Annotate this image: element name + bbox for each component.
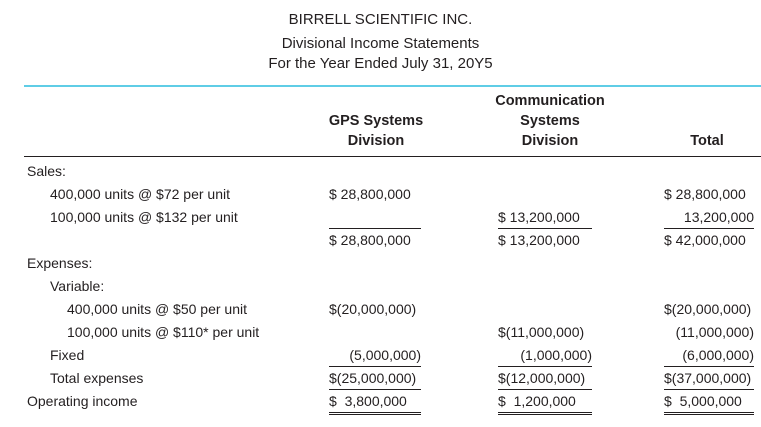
variable-heading-row xyxy=(0,275,761,297)
expenses-heading-row xyxy=(0,252,761,274)
row-label: 100,000 units @ $132 per unit xyxy=(50,209,238,225)
comm-header-line2: Systems xyxy=(520,113,580,129)
comm-amount: $ 1,200,000 xyxy=(498,393,576,409)
gps-header-line2: Division xyxy=(347,133,405,149)
row-label: Variable: xyxy=(50,278,105,294)
row-label: Total expenses xyxy=(50,370,144,386)
comm-amount: $(12,000,000) xyxy=(498,370,586,386)
row-label: 100,000 units @ $110* per unit xyxy=(67,324,260,340)
comm-amount: $(11,000,000) xyxy=(498,324,585,340)
row-label: Expenses: xyxy=(27,255,93,271)
row-label: Sales: xyxy=(27,163,66,179)
gps-amount: $(25,000,000) xyxy=(329,370,417,386)
gps-income-double-underline xyxy=(329,412,421,415)
row-label: 400,000 units @ $50 per unit xyxy=(67,301,248,317)
total-column-header: Total xyxy=(690,133,724,149)
gps-amount: $ 28,800,000 xyxy=(329,232,411,248)
total-amount: $(37,000,000) xyxy=(664,370,752,386)
variable-400k-row xyxy=(0,298,761,320)
total-amount: 13,200,000 xyxy=(683,209,754,225)
total-amount: $ 5,000,000 xyxy=(664,393,742,409)
gps-header-line1: GPS Systems xyxy=(328,113,424,129)
statement-title: Divisional Income Statements xyxy=(281,35,480,52)
total-expenses-row xyxy=(0,367,761,389)
total-amount: (11,000,000) xyxy=(675,324,754,340)
company-name: BIRRELL SCIENTIFIC INC. xyxy=(288,11,473,28)
total-amount: $(20,000,000) xyxy=(664,301,752,317)
gps-amount: $ 3,800,000 xyxy=(329,393,407,409)
comm-amount: $ 13,200,000 xyxy=(498,209,580,225)
comm-header-line3: Division xyxy=(521,133,579,149)
variable-100k-row xyxy=(0,321,761,343)
comm-amount: $ 13,200,000 xyxy=(498,232,580,248)
total-amount: (6,000,000) xyxy=(682,347,754,363)
comm-income-double-underline xyxy=(498,412,592,415)
row-label: 400,000 units @ $72 per unit xyxy=(50,186,231,202)
fixed-row xyxy=(0,344,761,366)
gps-amount: $(20,000,000) xyxy=(329,301,417,317)
column-header-rule xyxy=(24,156,761,157)
row-label: Fixed xyxy=(50,347,85,363)
comm-amount: (1,000,000) xyxy=(520,347,592,363)
sales-400k-row xyxy=(0,183,761,205)
sales-100k-row xyxy=(0,206,761,228)
gps-column-header xyxy=(320,111,432,151)
row-label: Operating income xyxy=(27,393,138,409)
sales-heading-row xyxy=(0,160,761,182)
total-amount: $ 42,000,000 xyxy=(664,232,746,248)
gps-amount: $ 28,800,000 xyxy=(329,186,411,202)
operating-income-row xyxy=(0,390,761,412)
header-divider xyxy=(24,85,761,87)
total-amount: $ 28,800,000 xyxy=(664,186,746,202)
sales-total-row xyxy=(0,229,761,251)
gps-amount: (5,000,000) xyxy=(349,347,421,363)
statement-period: For the Year Ended July 31, 20Y5 xyxy=(268,55,493,72)
comm-header-line1: Communication xyxy=(495,93,605,109)
comm-column-header xyxy=(480,91,620,151)
total-income-double-underline xyxy=(664,412,754,415)
